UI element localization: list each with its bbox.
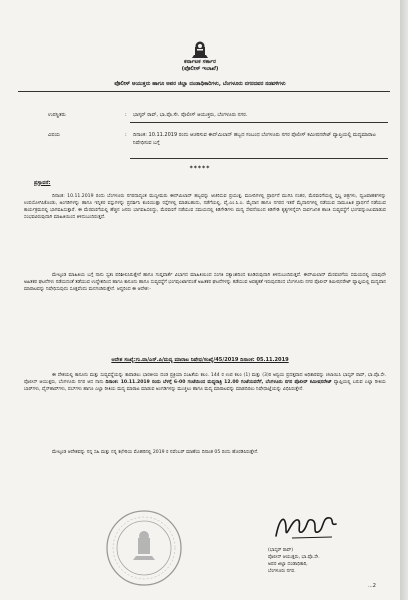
government-emblem-icon <box>190 40 210 59</box>
present-value: ಭಾಸ್ಕರ್ ರಾವ್, ಭಾ.ಪೊ.ಸೇ. ಪೊಲೀಸ್ ಆಯುಕ್ತರು, ಬೆಂಗಳೂರು ನಗರ. <box>133 112 248 118</box>
order-text-part2: ವ್ಯಾಪ್ತಿಯಲ್ಲಿ ಬರುವ ಎಲ್ಲಾ ರೀತಿಯ ಬಾರ್‌ಗಳು, ವೈನ್‌ಶಾಪ್‌ಗಳು, ಪಬ್‌ಗಳು ಹಾಗೂ ಎಲ್ಲಾ ರೀತಿಯ ಮದ್ಯ ಮಾರಾಟ ಮಾಡುವ ಅಂಗಡಿಗಳನ್ನು ಮುಚ್ಚಲು ಹಾಗೂ ಮದ್ಯ ಮಾರಾಟವನ್ನು ಮಾಡದಿರಲು ನಿಷೇಧಾಜ್ಞೆಯನ್ನು ವಿಧಿಸಿರುತ್ತೇನೆ. <box>24 380 386 393</box>
colon: : <box>125 132 127 138</box>
preamble-paragraph: ದಿನಾಂಕ: 10.11.2019 ರಂದು ಬೆಂಗಳೂರು ನಗರದಾದ್ಯಂತ ಮುಸ್ಲೀಮರು ಈದ್‌ಮಿಲಾದ್ ಹಬ್ಬವನ್ನು ಆಚರಿಸುವ ಪ್ರಯುಕ್ತ, ಮಸೀದಿಗಳಲ್ಲಿ ಪ್ರಾರ್ಥನೆ ಮುಗಿಸಿ ನಂತರ, ಮೆರವಣಿಗೆಯಲ್ಲಿ ಸ್ತಬ್ಧ ಚಿತ್ರಗಳು, ಧ್ವಜವಾಹಕಗಳನ್ನು ಉಪಯೋಗಿಸಿಕೊಂಡು, ಅಂಗಡಿಗಳನ್ನು ಹಾಗೂ ಇನ್ನಿತರ ವಸ್ತುಗಳನ್ನು ಪ್ರದರ್ಶಿಸಿ ಕುಣಿಯುತ್ತಾ ರಸ್ತೆಗಳಲ್ಲಿ ಮಾಡಬಹುದು, ನಡೆಗೆಯಲ್ಲಿ, ವೈ.ಎಂ.ಸಿ.ಎ. ಮೈದಾನ ಹಾಗೂ ನಗರದ ಇತರೆ ಮೈದಾನಗಳಲ್ಲಿ ನಡೆಯುವ ಸಾಮೂಹಿಕ ಪ್ರಾರ್ಥನೆ ನಡೆಯುವ ಕಾರ್ಯಕ್ರಮದಲ್ಲಿ ಭಾಗವಹಿಸುತ್ತಾರೆ. ಈ ಮೆರವಣಿಗೆಯಲ್ಲಿ ಹೆಚ್ಚಿನ ಜನರು ಭಾಗವಹಿಸಲಿದ್ದು, ಮೆರವಣಿಗೆ ನಡೆಯುವ ಸಮಯದಲ್ಲಿ ಕಿಡಿಗೇಡಿಗಳು ಮದ್ಯ ಸೇವನೆಯಿಂದ ಕಿಡಿಗೇಡಿ ಕೃತ್ಯಗಳನ್ನೆಸಗಿ ಸಾರ್ವಜನಿಕ ಶಾಂತಿ ಸುವ್ಯವಸ್ಥೆಗೆ ಭಂಗವನ್ನುಂಟುಮಾಡುವ ಸಂಭವವಿರುವುದಾಗಿ ಮಾಹಿತಿಯಿಂದ ತಿಳಿದುಬಂದಿರುತ್ತದೆ. <box>24 194 386 221</box>
order-text-bold: ದಿನಾಂಕ: 10.11.2019 ರಂದು ಬೆಳಗ್ಗೆ 6-00 ಗಂಟೆಯಿಂದ ಮಧ್ಯರಾತ್ರಿ 12.00 ಗಂಟೆಯವರೆಗೆ, ಬೆಂಗಳೂರು ನಗರ ಪೊಲೀಸ್ ಕಮೀಷನರೇಟ್ <box>105 380 332 386</box>
order-paragraph <box>24 372 386 393</box>
signatory-title: ಪೊಲೀಸ್ ಆಯುಕ್ತರು, ಭಾ.ಪೊ.ಸೇ. <box>268 554 320 560</box>
signatory-designation: ಅಪರ ಜಿಲ್ಲಾ ದಂಡಾಧಿಕಾರಿ, <box>268 561 308 567</box>
separator-stars: ***** <box>189 165 211 172</box>
subject-value: ದಿನಾಂಕ: 10.11.2019 ರಂದು ಆಚರಿಸುವ ಈದ್‌ಮಿಲಾದ್ ಹಬ್ಬದ ಸಂಬಂಧ ಬೆಂಗಳೂರು ನಗರ ಪೊಲೀಸ್ ಕಮೀಷನರೇಟ್ ವ್ಯಾಪ್ತಿಯಲ್ಲಿ ಮದ್ಯಮಾರಾಟ ನಿಷೇಧಿಸುವ ಬಗ್ಗೆ <box>133 132 376 146</box>
present-label: ಉಪಸ್ಥಿತರು <box>48 112 66 118</box>
page-shadow <box>400 0 408 600</box>
verification-paragraph: ಮೇಲ್ಕಂಡ ಮಾಹಿತಿಯ ಬಗ್ಗೆ ನಾನು ಸ್ವತಃ ಪರಿಶೀಲಿಸಿರುತ್ತೇನೆ ಹಾಗೂ ಗುಪ್ತವಾರ್ತೆ ವಿಭಾಗದ ಮಾಹಿತಿಯಿಂದ ಸಂಗತಿ ಸತ್ಯಾಂಶದಿಂದ ಕೂಡಿರುವುದಾಗಿ ತಿಳಿದುಬಂದಿರುತ್ತದೆ. ಈದ್‌ಮಿಲಾದ್ ಮೆರವಣಿಗೆಯ ಸಮಯದಲ್ಲಿ ಯಾವುದೇ ಅಹಿತಕರ ಘಟನೆಗಳು ನಡೆಯದಂತೆ ತಡೆಯುವ ಉದ್ದೇಶದಿಂದ ಹಾಗೂ ಕಾನೂನು ಹಾಗೂ ಸುವ್ಯವಸ್ಥೆಗೆ ಭಂಗವುಂಟಾಗದಂತೆ ಅಹಿತಕರ ಘಟನೆಗಳನ್ನು ತಡೆಯುವ ಅವಶ್ಯಕತೆ ಇರುವುದರಿಂದ ಬೆಂಗಳೂರು ನಗರ ಪೊಲೀಸ್ ಕಮೀಷನರೇಟ್ ವ್ಯಾಪ್ತಿಯಲ್ಲಿ ಮದ್ಯಪಾನ ಮಾರಾಟವನ್ನು ನಿಷೇಧಿಸುವುದು ಸೂಕ್ತವೆಂದು ಮನಗಂಡಿರುತ್ತೇನೆ. ಆದ್ದರಿಂದ ಈ ಆದೇಶ:- <box>24 273 386 293</box>
closing-paragraph: ಮೇಲ್ಕಂಡ ಆದೇಶವನ್ನು ನನ್ನ ಸಹಿ ಮತ್ತು ನನ್ನ ಕಛೇರಿಯ ಮೊಹರಿನಲ್ಲಿ 2019 ರ ನವೆಂಬರ್ ಮಾಹೆಯ ದಿನಾಂಕ 05 ರಂದು ಹೊರಡಿಸಿರುತ್ತೇನೆ. <box>52 450 259 455</box>
signature-block <box>268 548 320 576</box>
signatory-city: ಬೆಂಗಳೂರು ನಗರ. <box>268 568 296 574</box>
subject-label: ವಿಷಯ <box>48 132 60 138</box>
department-name: (ಪೊಲೀಸ್ ಇಲಾಖೆ) <box>181 66 219 72</box>
preamble-label: ಪ್ರಸ್ತಾವನೆ: <box>34 180 51 186</box>
order-number: ಆದೇಶ ಸಂಖ್ಯೆ:ಗು.ವಾ/ಎನ್.ಪಿ/ಮದ್ಯ ಮಾರಾಟ ನಿಷೇಧ/ಸಂಖ್ಯೆ/45/2019 ದಿನಾಂಕ: 05.11.2019 <box>111 357 289 363</box>
present-underline <box>130 122 388 123</box>
subject-underline <box>130 158 388 159</box>
order-text-part1: ಈ ದೇಶಯಲ್ಲಿ ಕಾನೂನು ಮತ್ತು ಸುವ್ಯವಸ್ಥೆಯನ್ನು ಕಾಪಾಡಲು ಭಾರತೀಯ ದಂಡ ಪ್ರಕ್ರಿಯಾ ಸಂಹಿತೆಯ ಕಲಂ. 144 ರ ಉಪ ಕಲಂ (1) ಮತ್ತು (3)ರ ಅನ್ವಯ ಪ್ರದತ್ತವಾದ ಅಧಿಕಾರವನ್ನು ಚಲಾಯಿಸಿ ಭಾಸ್ಕರ್ ರಾವ್, ಭಾ.ಪೊ.ಸೇ. ಪೊಲೀಸ್ ಆಯುಕ್ತರು, ಬೆಂಗಳೂರು ನಗರ ಆದ ನಾನು <box>24 373 386 386</box>
header-divider <box>18 91 390 92</box>
handwritten-signature <box>272 510 342 544</box>
signatory-name: (ಭಾಸ್ಕರ್ ರಾವ್) <box>268 548 294 553</box>
office-seal-stamp <box>103 508 185 588</box>
colon: : <box>125 112 127 118</box>
page-continuation: ...2 <box>368 583 376 589</box>
government-name: ಕರ್ನಾಟಕ ಸರ್ಕಾರ <box>184 59 216 65</box>
office-heading: ಪೊಲೀಸ್ ಆಯುಕ್ತರು ಹಾಗೂ ಅಪರ ಜಿಲ್ಲಾ ದಂಡಾಧಿಕಾರಿಗಳು, ಬೆಂಗಳೂರು ನಗರದವರ ನಡವಳಿಗಳು <box>114 81 286 87</box>
